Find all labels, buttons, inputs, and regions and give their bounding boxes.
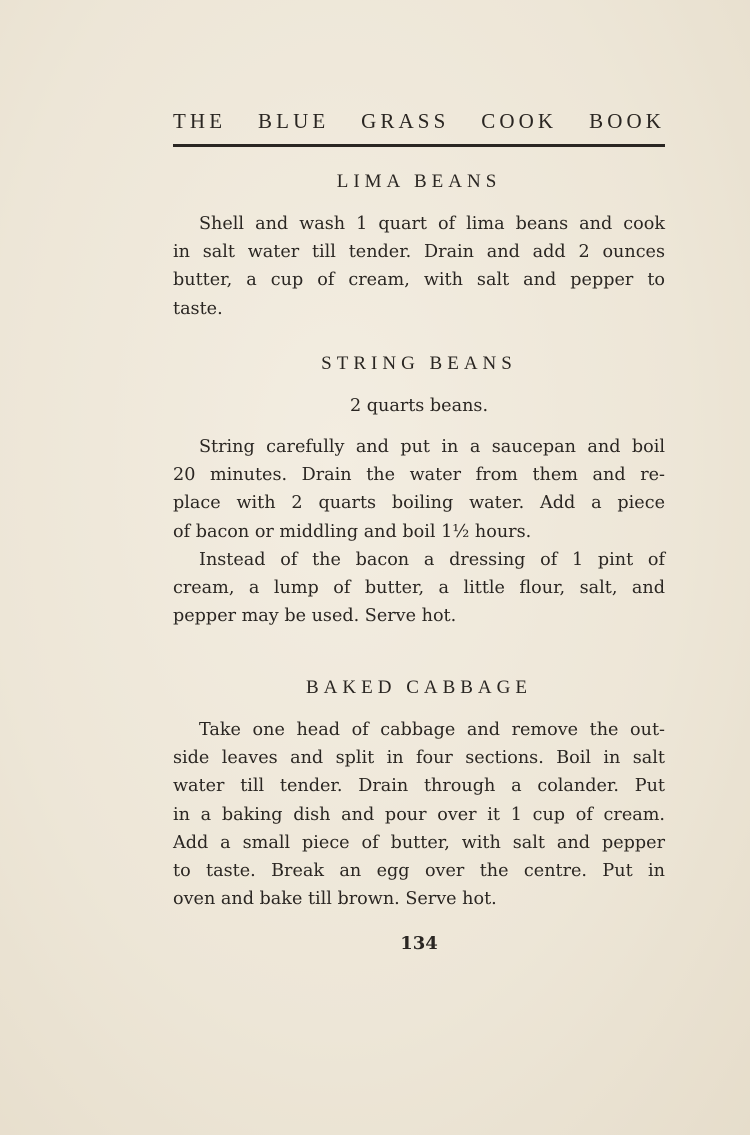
text-line: in a baking dish and pour over it 1 cup of cream. <box>173 804 665 825</box>
recipe-paragraph <box>173 546 665 631</box>
text-line: pepper may be used. Serve hot. <box>173 606 457 627</box>
text-line: Shell and wash 1 quart of lima beans and cook <box>199 214 665 234</box>
text-line: Instead of the bacon a dressing of 1 pint of <box>199 550 665 570</box>
text-line: water till tender. Drain through a colander. Put <box>173 776 665 797</box>
text-line: oven and bake till brown. Serve hot. <box>173 889 497 910</box>
text-line: of bacon or middling and boil 1½ hours. <box>173 521 532 542</box>
section-title-lima-beans: LIMA BEANS <box>336 171 502 192</box>
text-line: cream, a lump of butter, a little flour, salt, and <box>173 578 665 599</box>
text-line: butter, a cup of cream, with salt and pepper to <box>173 270 665 291</box>
text-line: String carefully and put in a saucepan and boil <box>199 437 665 457</box>
text-line: in salt water till tender. Drain and add 2 ounces <box>173 242 665 263</box>
text-line: place with 2 quarts boiling water. Add a piece <box>173 493 665 514</box>
running-head: THE BLUE GRASS COOK BOOK <box>173 109 665 133</box>
text-line: Take one head of cabbage and remove the out- <box>199 720 665 740</box>
page-number: 134 <box>400 933 438 954</box>
section-title-baked-cabbage: BAKED CABBAGE <box>306 677 532 698</box>
header-rule <box>173 144 665 147</box>
text-line: taste. <box>173 298 223 319</box>
recipe-paragraph <box>173 210 665 323</box>
recipe-paragraph <box>173 433 665 546</box>
section-title-string-beans: STRING BEANS <box>321 353 517 374</box>
recipe-paragraph <box>173 716 665 913</box>
text-line: to taste. Break an egg over the centre. Put in <box>173 860 665 881</box>
text-line: 20 minutes. Drain the water from them and re- <box>173 465 665 486</box>
text-line: Add a small piece of butter, with salt and pepper <box>173 832 665 853</box>
ingredient-line: 2 quarts beans. <box>349 396 489 416</box>
text-line: side leaves and split in four sections. Boil in salt <box>173 748 665 769</box>
